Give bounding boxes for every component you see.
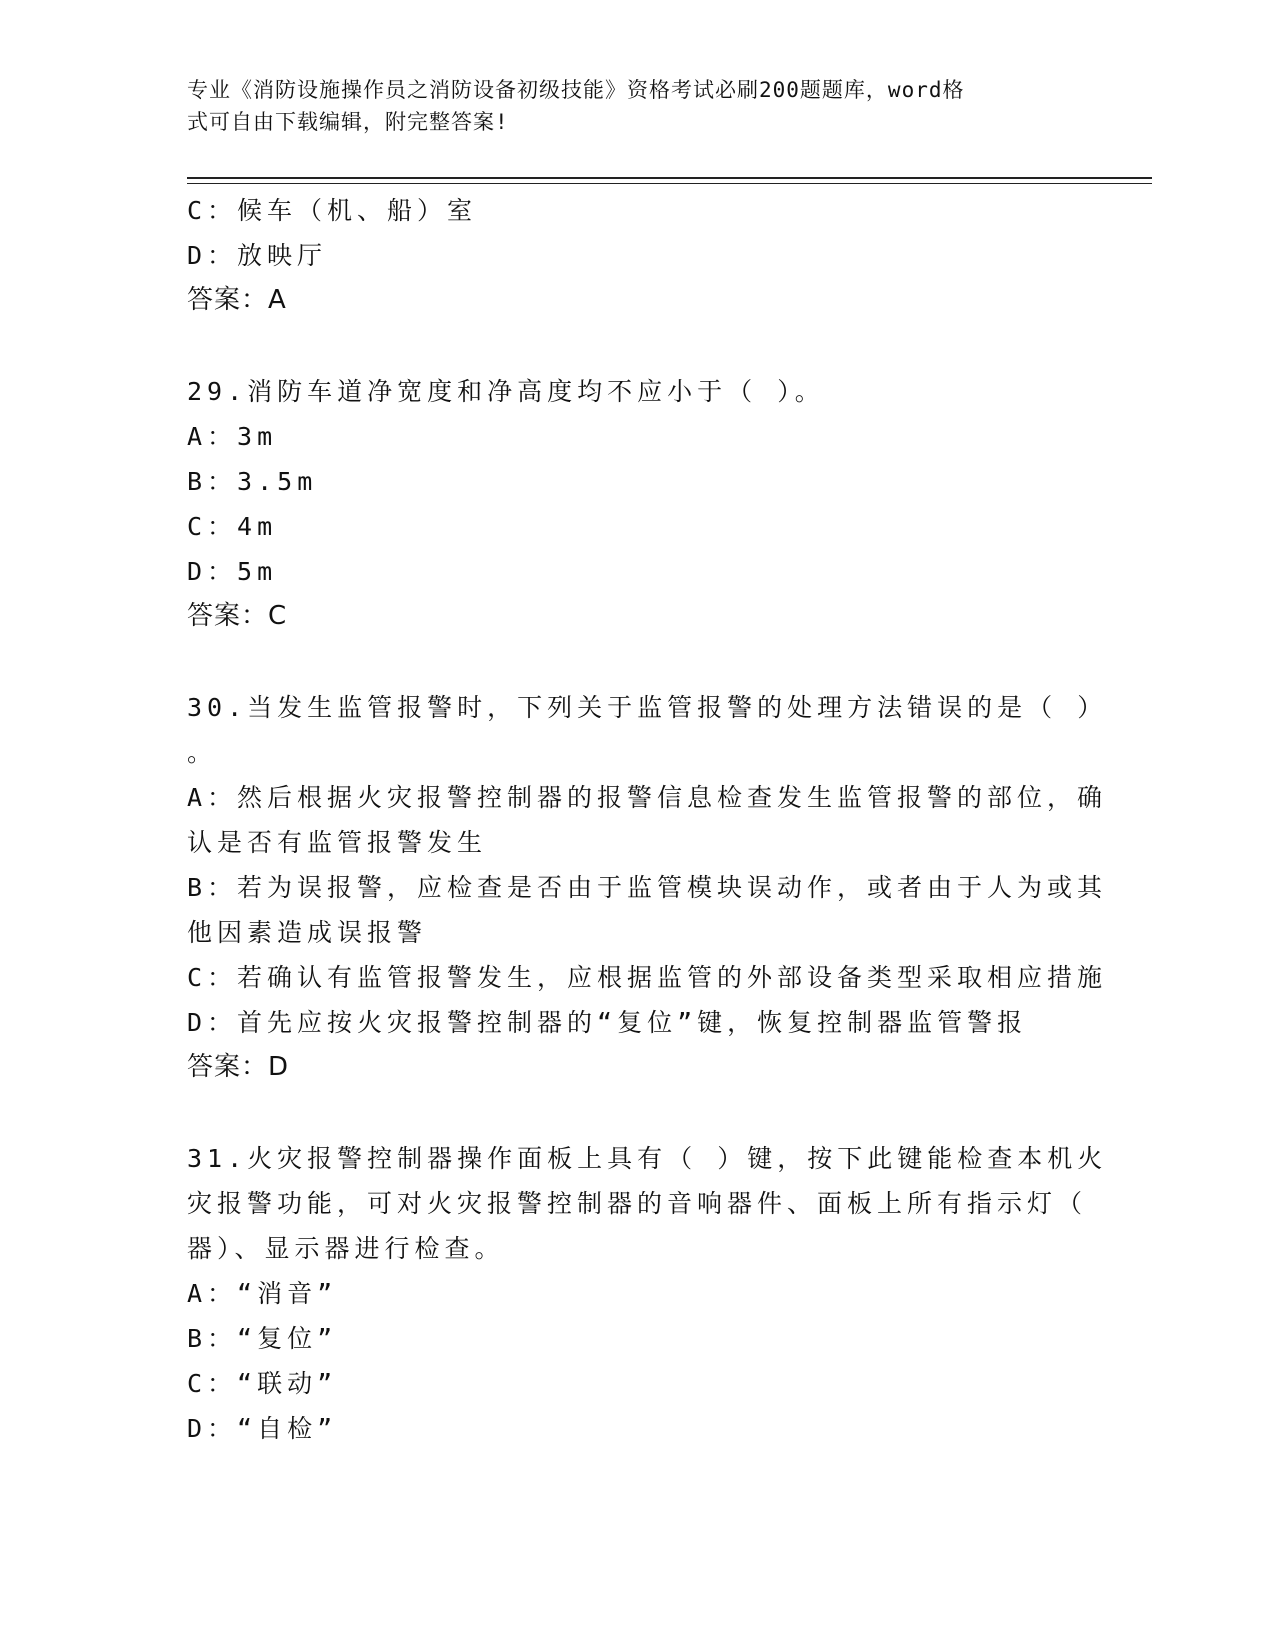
header-line-2: 式可自由下载编辑，附完整答案! bbox=[187, 110, 509, 134]
q30-option-b-line-1: B：若为误报警，应检查是否由于监管模块误动作，或者由于人为或其 bbox=[187, 873, 1108, 902]
document-body bbox=[187, 188, 1108, 1451]
header-line-1: 专业《消防设施操作员之消防设备初级技能》资格考试必刷200题题库，word格 bbox=[187, 78, 965, 102]
q30-question-line-2: 。 bbox=[187, 738, 218, 767]
question-29 bbox=[187, 369, 1077, 639]
q30-option-a-line-1: A：然后根据火灾报警控制器的报警信息检查发生监管报警的部位，确 bbox=[187, 783, 1108, 812]
q29-option-d: D：5m bbox=[187, 557, 278, 586]
q29-question: 29.消防车道净宽度和净高度均不应小于（ ）。 bbox=[187, 377, 825, 406]
q30-option-d: D：首先应按火灾报警控制器的“复位”键，恢复控制器监管警报 bbox=[187, 1008, 1028, 1037]
spacer bbox=[187, 1090, 1077, 1136]
q29-answer: 答案：C bbox=[187, 601, 288, 631]
question-30 bbox=[187, 685, 1108, 1090]
q29-option-c: C：4m bbox=[187, 512, 278, 541]
q30-option-c: C：若确认有监管报警发生，应根据监管的外部设备类型采取相应措施 bbox=[187, 963, 1108, 992]
q31-option-c: C：“联动” bbox=[187, 1369, 338, 1398]
q30-question-line-1: 30.当发生监管报警时，下列关于监管报警的处理方法错误的是（ ） bbox=[187, 693, 1108, 722]
q30-answer: 答案：D bbox=[187, 1052, 290, 1082]
header-divider-thin bbox=[187, 183, 1152, 184]
q28-answer: 答案：A bbox=[187, 285, 287, 315]
question-28-fragment bbox=[187, 188, 1077, 323]
q31-question-line-3: 器）、显示器进行检查。 bbox=[187, 1234, 505, 1263]
q29-option-a: A：3m bbox=[187, 422, 278, 451]
spacer bbox=[187, 639, 1077, 685]
document-header bbox=[187, 74, 1067, 138]
q31-question-line-1: 31.火灾报警控制器操作面板上具有（ ）键，按下此键能检查本机火 bbox=[187, 1144, 1108, 1173]
q31-option-a: A：“消音” bbox=[187, 1279, 338, 1308]
q31-option-b: B：“复位” bbox=[187, 1324, 338, 1353]
q28-option-c: C：候车（机、船）室 bbox=[187, 196, 478, 225]
q30-option-a-line-2: 认是否有监管报警发生 bbox=[187, 828, 488, 857]
q30-option-b-line-2: 他因素造成误报警 bbox=[187, 918, 428, 947]
q31-option-d: D：“自检” bbox=[187, 1414, 338, 1443]
spacer bbox=[187, 323, 1077, 369]
question-31 bbox=[187, 1136, 1108, 1451]
q31-question-line-2: 灾报警功能，可对火灾报警控制器的音响器件、面板上所有指示灯（ bbox=[187, 1189, 1088, 1218]
q28-option-d: D：放映厅 bbox=[187, 241, 328, 270]
header-divider-thick bbox=[187, 177, 1152, 179]
q29-option-b: B：3.5m bbox=[187, 467, 318, 496]
